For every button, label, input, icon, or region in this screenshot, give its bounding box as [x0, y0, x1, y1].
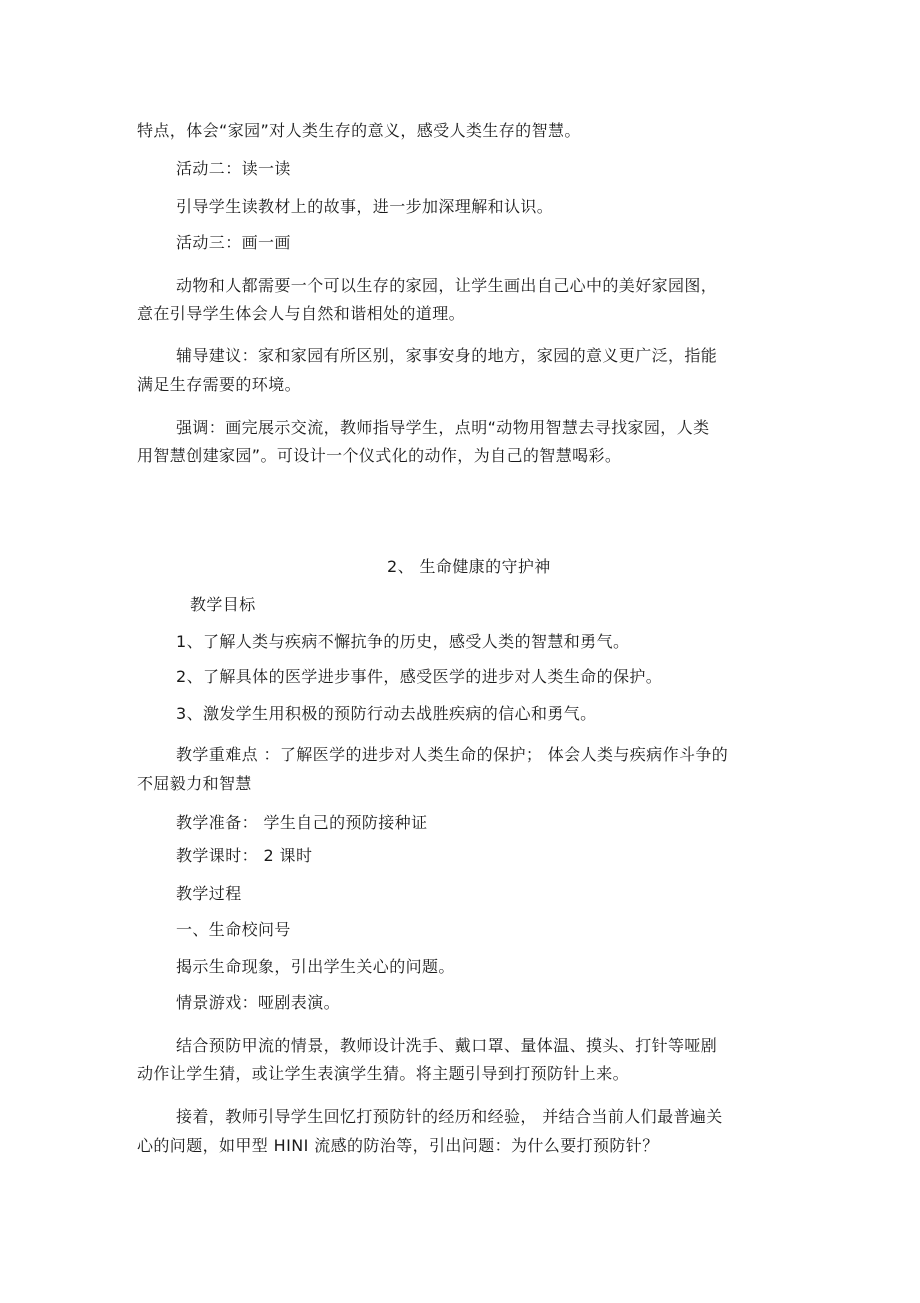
paragraph-line: 教学重难点 ：了解医学的进步对人类生命的保护； 体会人类与疾病作斗争的 [176, 745, 729, 764]
paragraph-line: 意在引导学生体会人与自然和谐相处的道理。 [137, 304, 466, 323]
paragraph-line: 满足生存需要的环境。 [137, 375, 302, 394]
paragraph-line: 辅导建议：家和家园有所区别，家事安身的地方，家园的意义更广泛，指能 [176, 346, 718, 365]
activity-heading: 活动二：读一读 [176, 159, 291, 178]
paragraph-line: 揭示生命现象，引出学生关心的问题。 [176, 957, 455, 976]
paragraph-line: 教学准备： 学生自己的预防接种证 [176, 813, 428, 832]
list-item: 1、了解人类与疾病不懈抗争的历史，感受人类的智慧和勇气。 [176, 632, 630, 651]
paragraph-line: 用智慧创建家园”。可设计一个仪式化的动作，为自己的智慧喝彩。 [137, 446, 622, 465]
paragraph-line: 情景游戏：哑剧表演。 [176, 993, 341, 1012]
section-heading: 教学目标 [190, 595, 256, 614]
paragraph-line: 接着，教师引导学生回忆打预防针的经历和经验， 并结合当前人们最普遍关 [176, 1107, 723, 1126]
paragraph-line: 动物和人都需要一个可以生存的家园，让学生画出自己心中的美好家园图， [176, 276, 718, 295]
section-heading: 教学过程 [176, 884, 242, 903]
paragraph-line: 动作让学生猜，或让学生表演学生猜。将主题引导到打预防针上来。 [137, 1064, 630, 1083]
paragraph-line: 教学课时： 2 课时 [176, 846, 313, 865]
section-heading: 一、生命校问号 [176, 920, 291, 939]
list-item: 2、了解具体的医学进步事件，感受医学的进步对人类生命的保护。 [176, 667, 663, 686]
paragraph-line: 强调：画完展示交流，教师指导学生，点明“动物用智慧去寻找家园，人类 [176, 418, 710, 437]
paragraph-line: 心的问题，如甲型 HINI 流感的防治等，引出问题：为什么要打预防针？ [137, 1136, 659, 1155]
paragraph-line: 引导学生读教材上的故事，进一步加深理解和认识。 [176, 197, 554, 216]
section-title: 2、 生命健康的守护神 [387, 557, 551, 576]
paragraph-line: 结合预防甲流的情景，教师设计洗手、戴口罩、量体温、摸头、打针等哑剧 [176, 1036, 718, 1055]
activity-heading: 活动三：画一画 [176, 233, 291, 252]
paragraph-line: 特点，体会“家园”对人类生存的意义，感受人类生存的智慧。 [137, 121, 581, 140]
list-item: 3、激发学生用积极的预防行动去战胜疾病的信心和勇气。 [176, 704, 597, 723]
paragraph-line: 不屈毅力和智慧 [137, 774, 252, 793]
